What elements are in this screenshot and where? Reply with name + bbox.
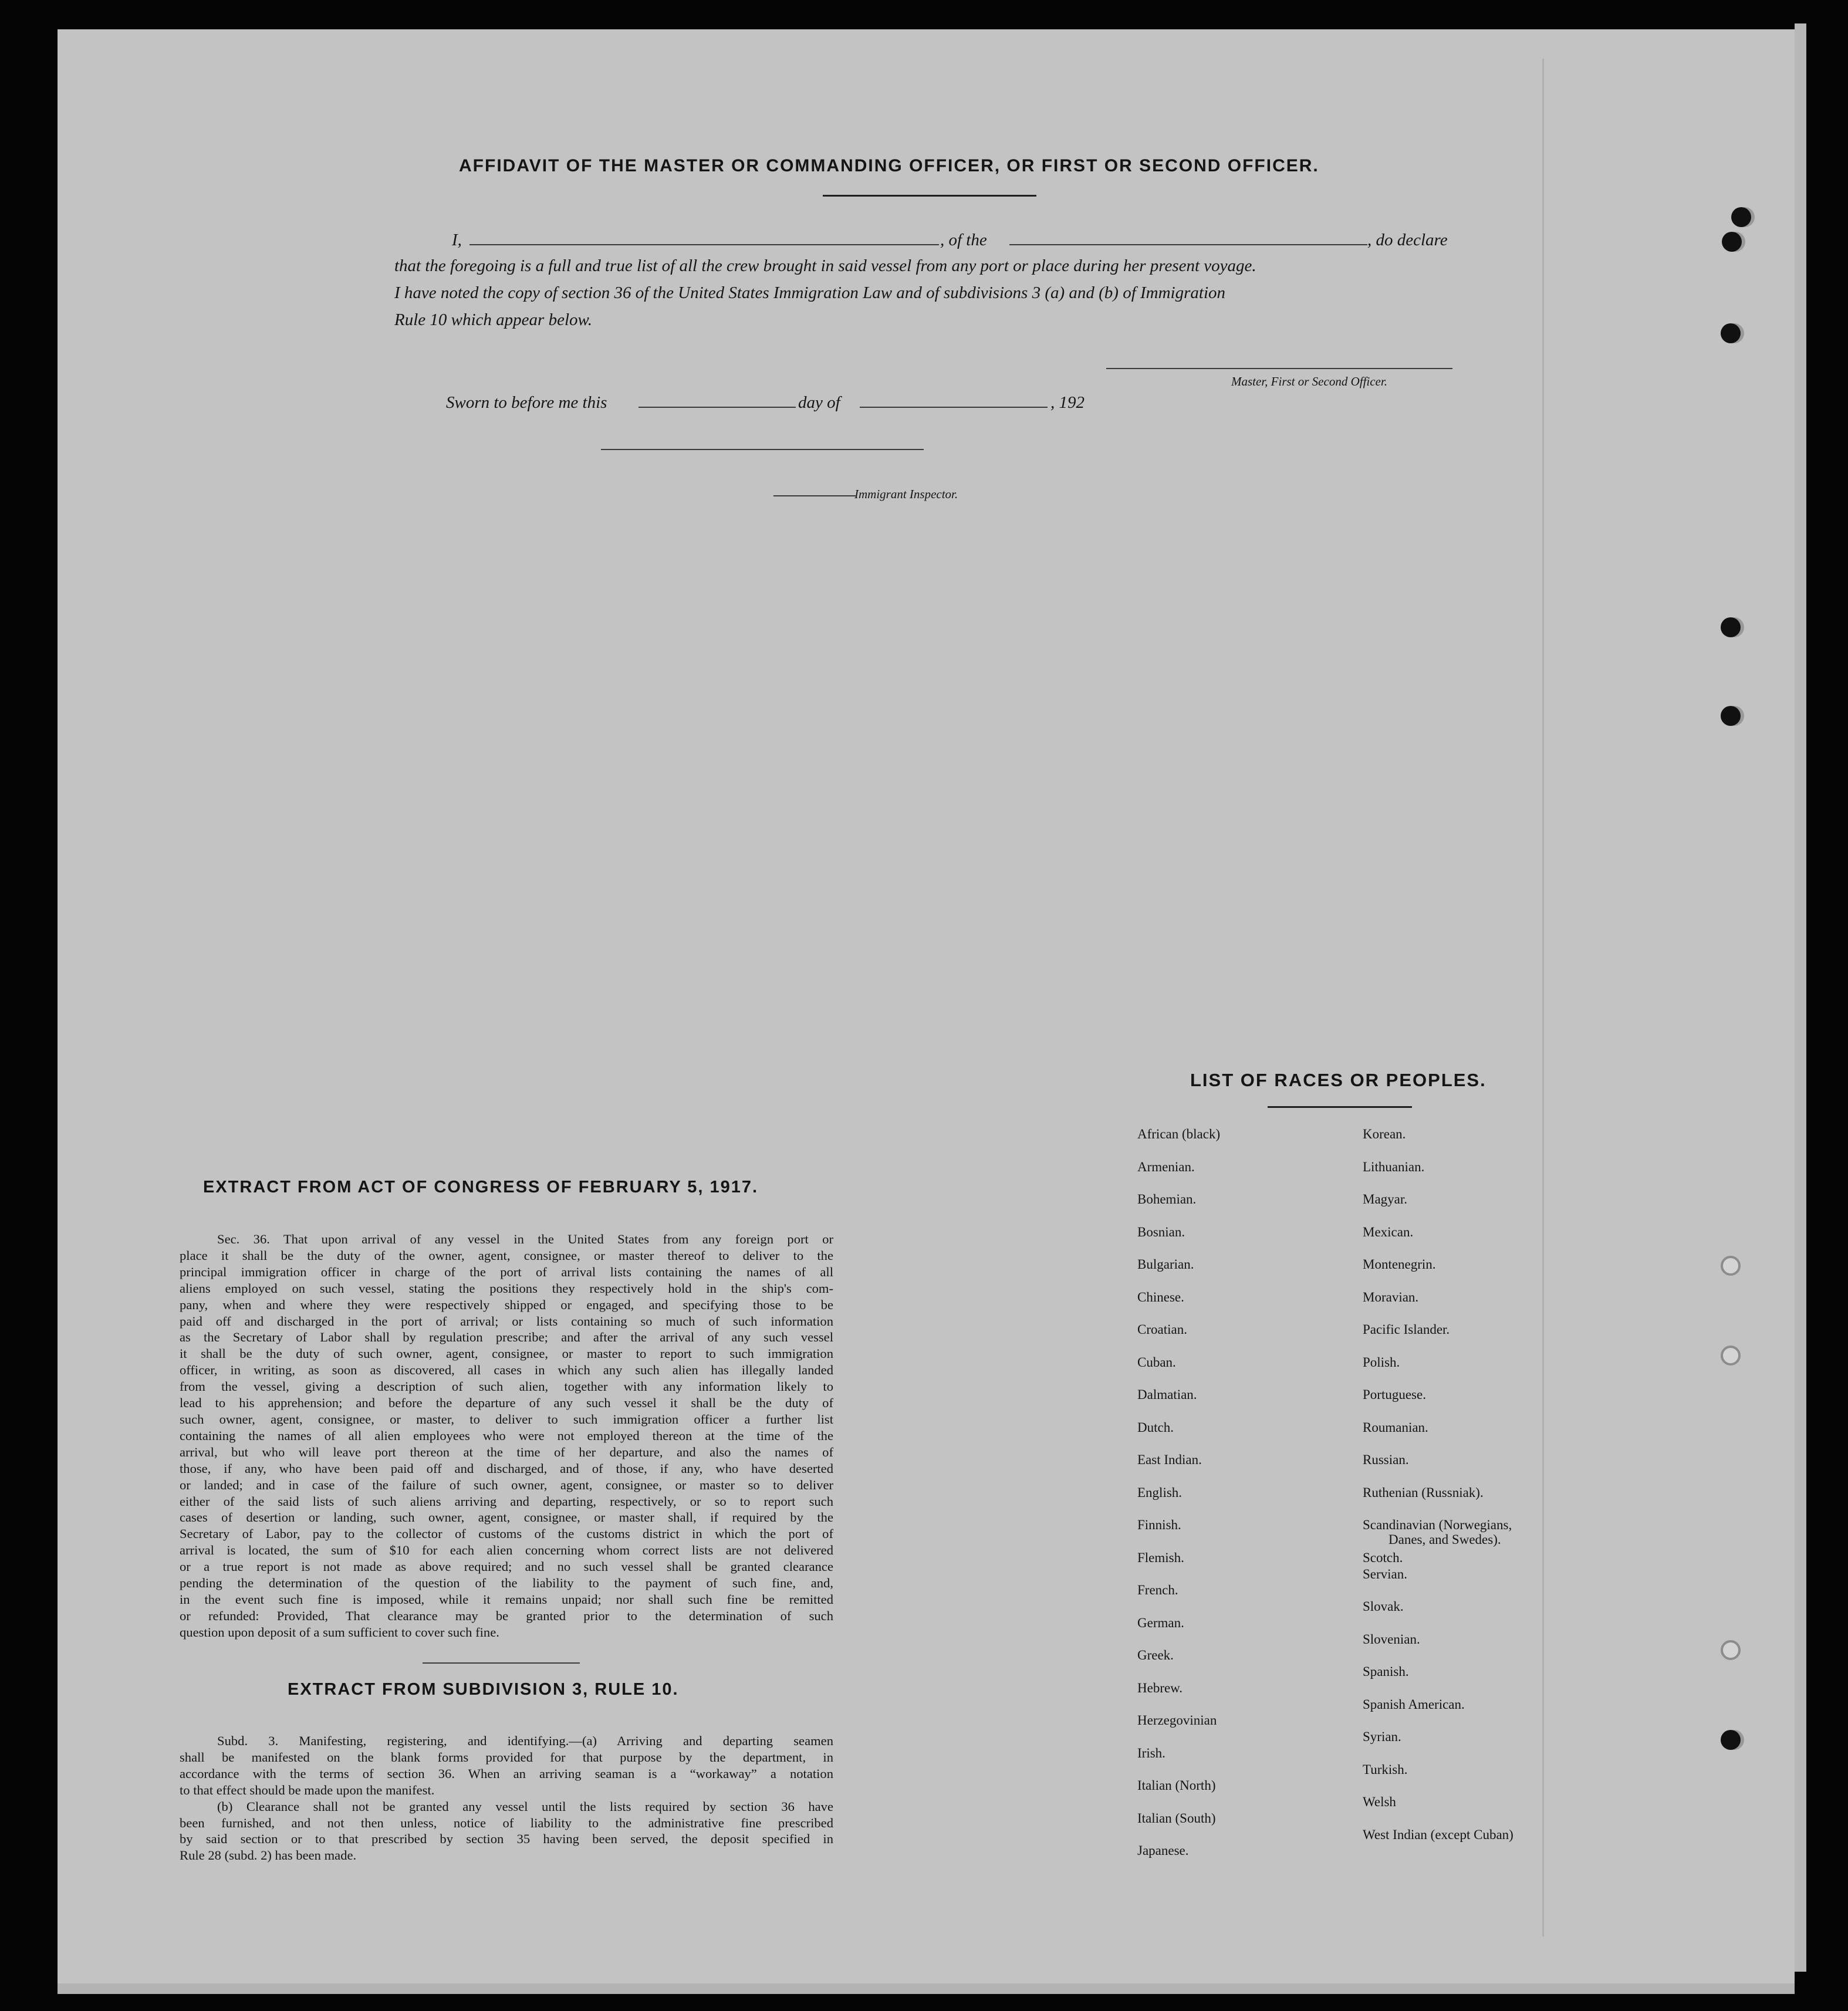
affidavit-title: AFFIDAVIT OF THE MASTER OR COMMANDING OFFICER, OR FIRST OR SECOND OFFICER. [459,156,1319,175]
rule-line: by said section or to that prescribed by section 35 having been served, the deposit specified in [180,1831,833,1847]
race-item: Magyar. [1363,1192,1408,1206]
race-item: Lithuanian. [1363,1159,1425,1174]
act-line: as the Secretary of Labor shall by regulation prescribe; and after the arrival of any such vessel [180,1330,833,1345]
affidavit-i: I, [452,231,462,249]
races-right-column [1363,1127,1513,1860]
race-item: Spanish. [1363,1664,1409,1679]
act-line: pany, when and where they were respectively shipped or engaged, and specifying those to be [180,1297,833,1312]
rule-extract-title: EXTRACT FROM SUBDIVISION 3, RULE 10. [288,1680,679,1699]
race-item: Polish. [1363,1354,1400,1370]
act-line: lead to his apprehension; and before the departure of any such vessel it shall be the duty of [180,1395,833,1411]
affidavit-line-2: that the foregoing is a full and true list of all the crew brought in said vessel from any port or place during her present voyage. [394,256,1256,275]
inspector-signature-line [601,449,924,450]
race-item: Italian (South) [1137,1810,1216,1826]
inspector-short-line [773,495,856,496]
sworn-day-of: day of [798,393,840,412]
race-item: Chinese. [1137,1289,1184,1304]
race-item: Slovak. [1363,1599,1404,1614]
races-title-rule [1268,1106,1412,1108]
affidavit-line-3: I have noted the copy of section 36 of the United States Immigration Law and of subdivisions 3 (a) and (b) of Immigration [394,283,1226,302]
act-line: pending the determination of the question of the liability to the payment of such fine, and, [180,1576,833,1591]
inspector-label: Immigrant Inspector. [854,487,958,501]
race-item: Hebrew. [1137,1680,1183,1695]
act-line: place it shall be the duty of the owner, agent, consignee, or master thereof to deliver to the [180,1248,833,1263]
rule-line: shall be manifested on the blank forms provided for that purpose by the department, in [180,1749,833,1765]
binder-hole [1721,617,1741,637]
rule-line: (b) Clearance shall not be granted any vessel until the lists required by section 36 have [217,1799,833,1814]
act-line: aliens employed on such vessel, stating the positions they respectively hold in the ship's com- [180,1280,833,1296]
act-line: containing the names of all alien employees who were not employed thereon at the time of the [180,1428,833,1443]
race-item: French. [1137,1583,1178,1597]
rule-line: to that effect should be made upon the manifest. [180,1782,435,1797]
act-line: Sec. 36. That upon arrival of any vessel in the United States from any foreign port or [217,1232,833,1246]
race-item: Cuban. [1137,1354,1176,1370]
master-signature-label: Master, First or Second Officer. [1231,374,1387,388]
master-signature-line [1106,368,1452,369]
act-line: or landed; and in case of the failure of such owner, agent, consignee, or master so to deliver [180,1477,833,1492]
name-blank [469,244,939,245]
binder-hole [1721,1346,1741,1366]
vessel-blank [1009,244,1367,245]
race-item: Slovenian. [1363,1631,1420,1647]
race-item: Montenegrin. [1363,1257,1436,1272]
race-item: Croatian. [1137,1322,1187,1337]
act-line: from the vessel, giving a description of such alien, together with any information likely to [180,1379,833,1394]
race-item: English. [1137,1485,1183,1500]
race-item: Japanese. [1137,1843,1189,1858]
race-item: Welsh [1363,1794,1396,1809]
binder-hole [1721,706,1741,726]
race-item: Turkish. [1363,1762,1408,1777]
race-item: Scotch. [1363,1550,1403,1565]
race-item: African (black) [1137,1127,1221,1141]
act-extract-title: EXTRACT FROM ACT OF CONGRESS OF FEBRUARY 5, 1917. [203,1178,759,1197]
race-item: Bosnian. [1137,1224,1185,1239]
sworn-month-blank [860,407,1048,408]
race-item: Syrian. [1363,1729,1401,1744]
rule-line: Rule 28 (subd. 2) has been made. [180,1848,357,1863]
rule-subdivision-3 [180,1733,833,1864]
page-edge-bottom [58,1983,1795,1994]
race-item: Irish. [1137,1745,1165,1760]
act-line: paid off and discharged in the port of arrival; or lists containing so much of such information [180,1313,833,1329]
race-item: West Indian (except Cuban) [1363,1827,1513,1842]
affidavit-do-declare: , do declare [1367,231,1448,249]
act-line: or a true report is not made as above required; and no such vessel shall be granted clearance [180,1559,833,1574]
race-item: German. [1137,1615,1184,1630]
binder-hole [1721,1730,1741,1750]
sworn-prefix: Sworn to before me this [446,393,607,412]
rule-line: been furnished, and not then unless, notice of liability to the administrative fine prescribed [180,1815,833,1830]
race-item: Finnish. [1137,1517,1181,1532]
race-item [1363,1517,1513,1550]
rule-line: Subd. 3. Manifesting, registering, and identifying.—(a) Arriving and departing seamen [217,1733,833,1748]
race-item: Dalmatian. [1137,1387,1197,1402]
act-line: in the event such fine is imposed, while it remains unpaid; nor shall such fine be remitted [180,1591,833,1607]
race-item: Ruthenian (Russniak). [1363,1485,1484,1500]
affidavit-of-the: , of the [940,231,987,249]
race-item: Italian (North) [1137,1778,1216,1793]
act-line: arrival is located, the sum of $10 for each alien concerning whom correct lists are not delivered [180,1543,833,1558]
binder-hole [1721,323,1741,343]
act-line: question upon deposit of a sum sufficient to cover such fine. [180,1624,499,1640]
act-section-36 [180,1231,833,1641]
race-item: Dutch. [1137,1419,1174,1435]
act-line: those, if any, who have been paid off and discharged, and of those, if any, who have deserted [180,1461,833,1476]
races-left-column [1137,1127,1220,1876]
race-item: Herzegovinian [1137,1713,1217,1728]
affidavit-line-4: Rule 10 which appear below. [394,310,592,329]
act-line: Secretary of Labor, pay to the collector of customs of the customs district in which the port of [180,1526,833,1542]
act-line: either of the said lists of such aliens arriving and departing, respectively, or so to report such [180,1493,833,1509]
rule-line: accordance with the terms of section 36. When an arriving seaman is a “workaway” a notation [180,1766,833,1781]
race-item: Servian. [1363,1566,1408,1581]
binder-hole [1722,232,1742,252]
act-line: cases of desertion or landing, such owner, agent, consignee, or master shall, if required by the [180,1510,833,1525]
page-edge [1795,23,1806,1972]
sworn-day-blank [638,407,796,408]
race-item: Spanish American. [1363,1696,1465,1712]
act-line: such owner, agent, consignee, or master, to deliver to such immigration officer a further list [180,1411,833,1427]
binder-hole [1721,1256,1741,1276]
race-item: East Indian. [1137,1452,1202,1467]
act-line: it shall be the duty of such owner, agent, consignee, or master to report to such immigration [180,1346,833,1361]
race-item-line: Scandinavian (Norwegians, [1363,1517,1512,1532]
binder-hole [1721,1640,1741,1660]
race-item: Moravian. [1363,1289,1419,1304]
binder-hole [1731,207,1751,227]
sworn-year: , 192 [1050,393,1085,412]
act-line: officer, in writing, as soon as discovered, all cases in which any such alien has illegally landed [180,1363,833,1378]
act-line: principal immigration officer in charge of the port of arrival lists containing the names of all [180,1264,833,1279]
race-item: Mexican. [1363,1224,1414,1239]
race-item: Armenian. [1137,1159,1195,1174]
title-rule [823,195,1036,197]
race-item: Greek. [1137,1648,1174,1662]
race-item: Korean. [1363,1127,1406,1141]
race-item: Russian. [1363,1452,1409,1467]
fold-line [1542,59,1544,1936]
separator-rule [423,1662,580,1664]
race-item: Bohemian. [1137,1192,1197,1206]
race-item: Bulgarian. [1137,1257,1194,1272]
race-item: Flemish. [1137,1550,1184,1565]
race-item: Portuguese. [1363,1387,1426,1402]
race-item: Roumanian. [1363,1419,1428,1435]
race-item-line: Danes, and Swedes). [1388,1532,1501,1547]
act-line: arrival, but who will leave port thereon at the time of her departure, and also the names of [180,1444,833,1459]
races-title: LIST OF RACES OR PEOPLES. [1190,1070,1486,1090]
race-item: Pacific Islander. [1363,1322,1450,1337]
act-line: or refunded: Provided, That clearance may be granted prior to the determination of such [180,1608,833,1623]
